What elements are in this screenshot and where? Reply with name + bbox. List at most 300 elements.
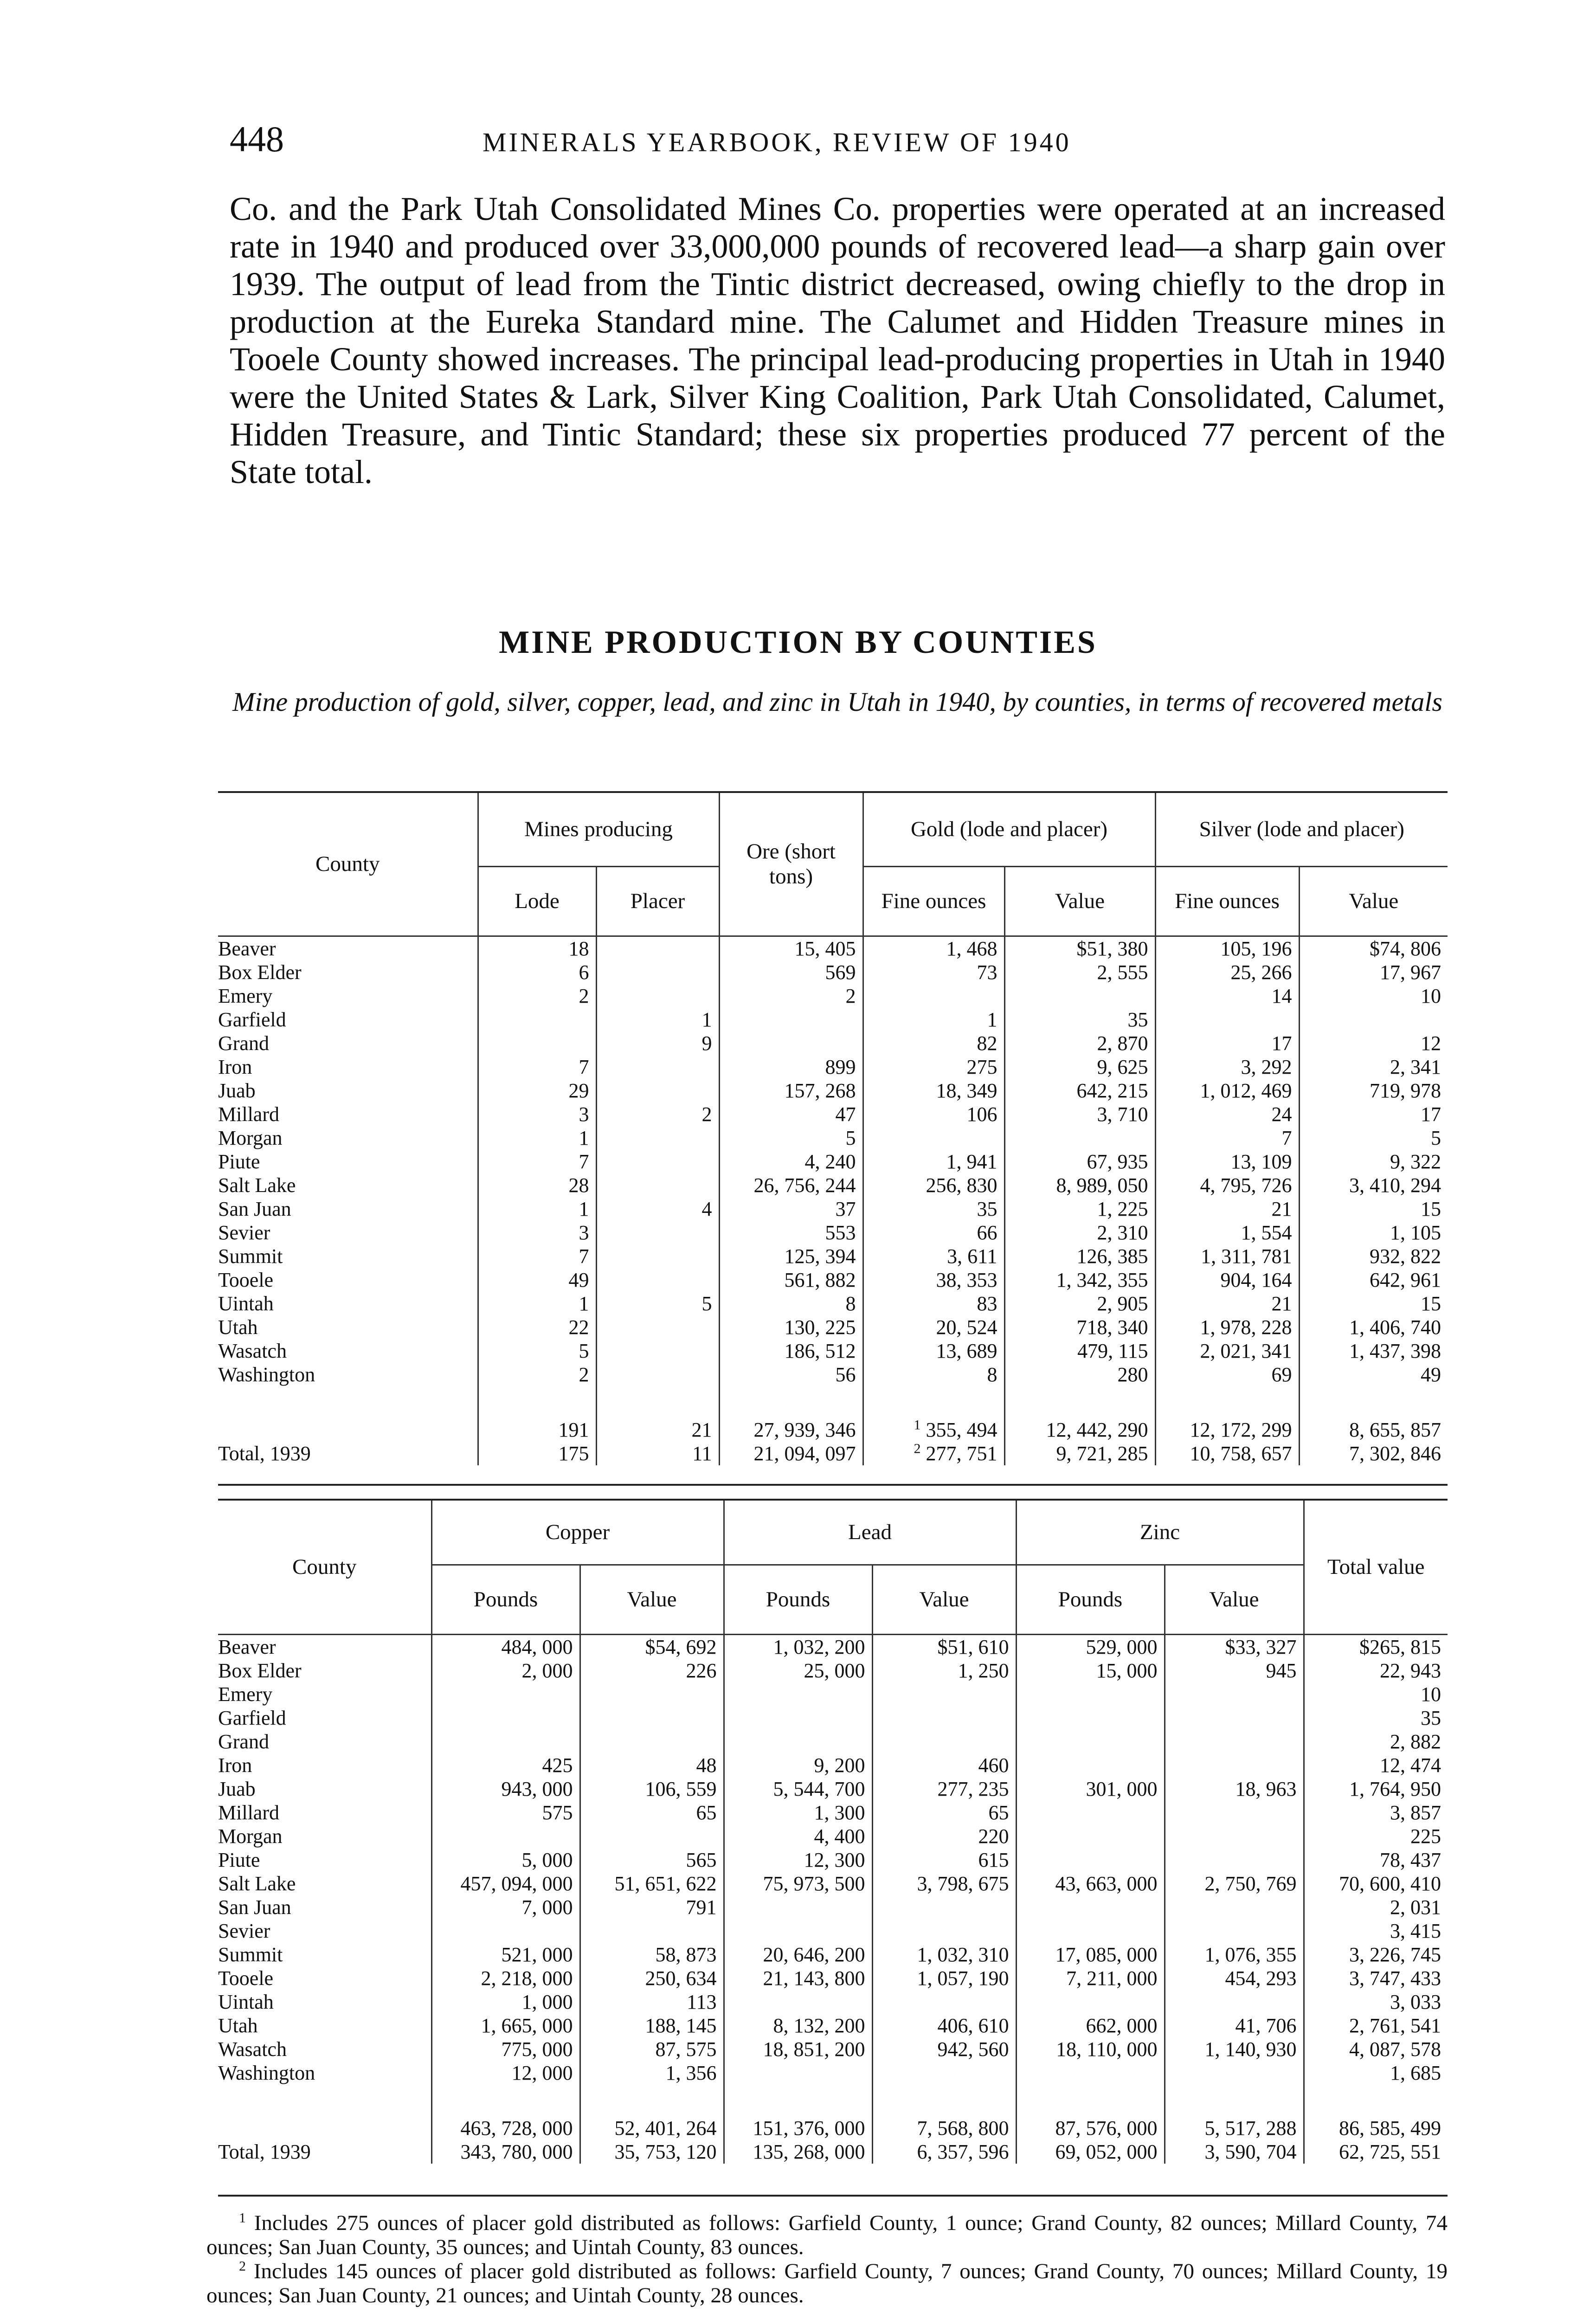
col-header-placer: Placer — [596, 866, 719, 936]
copper-pounds-cell: 2, 000 — [431, 1659, 580, 1682]
zinc-pounds-cell: 301, 000 — [1016, 1777, 1165, 1801]
county-cell: Sevier — [218, 1221, 478, 1244]
zinc-value-cell — [1165, 1824, 1304, 1848]
table-row — [218, 1102, 1448, 1126]
zinc-value-cell — [1165, 1990, 1304, 2014]
silver-ounces-cell: 10, 758, 657 — [1155, 1442, 1299, 1465]
copper-pounds-cell: 484, 000 — [431, 1634, 580, 1659]
gold-ounces-cell: 38, 353 — [863, 1268, 1004, 1292]
copper-value-cell: 87, 575 — [580, 2037, 724, 2061]
silver-ounces-cell: 14 — [1155, 984, 1299, 1008]
zinc-pounds-cell: 662, 000 — [1016, 2014, 1165, 2037]
ore-cell: 899 — [719, 1055, 863, 1079]
lode-cell: 22 — [478, 1315, 596, 1339]
placer-cell — [596, 1221, 719, 1244]
col-header-copper-value: Value — [580, 1565, 724, 1634]
zinc-value-cell — [1165, 1919, 1304, 1943]
zinc-value-cell — [1165, 1801, 1304, 1824]
county-cell: Emery — [218, 984, 478, 1008]
zinc-pounds-cell — [1016, 1824, 1165, 1848]
footnote-2-mark: 2 — [239, 2258, 246, 2274]
footnote-mark: 2 — [914, 1440, 921, 1456]
lead-pounds-cell: 25, 000 — [724, 1659, 872, 1682]
gold-value-cell — [1004, 984, 1155, 1008]
lode-cell: 7 — [478, 1055, 596, 1079]
silver-value-cell: 49 — [1421, 1363, 1442, 1386]
table-row — [218, 1292, 1448, 1315]
county-cell: Utah — [218, 1315, 478, 1339]
placer-cell: 2 — [596, 1102, 719, 1126]
zinc-pounds-cell — [1016, 1753, 1165, 1777]
gold-ounces-cell: 1, 468 — [863, 936, 1004, 960]
col-header-gold-fine-ounces: Fine ounces — [863, 866, 1004, 936]
total-value-cell: 3, 226, 745 — [1349, 1943, 1442, 1966]
lode-cell: 3 — [478, 1221, 596, 1244]
placer-cell — [596, 1055, 719, 1079]
gold-ounces-cell: 73 — [863, 960, 1004, 984]
table-row — [218, 1173, 1448, 1197]
silver-value-cell: 15 — [1421, 1197, 1442, 1220]
lead-pounds-cell: 151, 376, 000 — [724, 2108, 872, 2140]
copper-pounds-cell: 1, 000 — [431, 1990, 580, 2014]
lead-pounds-cell: 9, 200 — [724, 1753, 872, 1777]
lead-value-cell: 220 — [872, 1824, 1016, 1848]
copper-pounds-cell: 12, 000 — [431, 2061, 580, 2085]
lode-cell: 7 — [478, 1150, 596, 1173]
col-header-zinc-pounds: Pounds — [1016, 1565, 1165, 1634]
lode-cell: 49 — [478, 1268, 596, 1292]
lead-value-cell — [872, 2061, 1016, 2085]
copper-value-cell: 35, 753, 120 — [580, 2140, 724, 2164]
gold-ounces-cell — [863, 1410, 1004, 1442]
county-cell: Morgan — [218, 1126, 478, 1150]
lode-cell: 18 — [478, 936, 596, 960]
zinc-value-cell: 3, 590, 704 — [1165, 2140, 1304, 2164]
col-header-silver-value: Value — [1299, 866, 1448, 936]
col-header-lode: Lode — [478, 866, 596, 936]
lead-pounds-cell: 18, 851, 200 — [724, 2037, 872, 2061]
table-row — [218, 1055, 1448, 1079]
ore-cell: 56 — [719, 1363, 863, 1386]
copper-pounds-cell — [431, 1730, 580, 1753]
copper-pounds-cell: 343, 780, 000 — [431, 2140, 580, 2164]
gold-value-cell: 479, 115 — [1004, 1339, 1155, 1363]
table-row — [218, 1943, 1448, 1966]
table-row — [218, 1801, 1448, 1824]
table-row — [218, 1363, 1448, 1386]
county-cell: Garfield — [218, 1008, 478, 1031]
copper-value-cell: 113 — [580, 1990, 724, 2014]
lead-value-cell: 1, 250 — [872, 1659, 1016, 1682]
placer-cell — [596, 1126, 719, 1150]
lode-cell — [478, 1031, 596, 1055]
ore-cell: 26, 756, 244 — [719, 1173, 863, 1197]
silver-ounces-cell: 1, 311, 781 — [1155, 1244, 1299, 1268]
placer-cell — [596, 1079, 719, 1102]
copper-pounds-cell: 7, 000 — [431, 1895, 580, 1919]
ore-cell: 569 — [719, 960, 863, 984]
total-value-cell: 22, 943 — [1380, 1659, 1442, 1682]
county-cell: Juab — [218, 1777, 431, 1801]
county-cell: San Juan — [218, 1895, 431, 1919]
total-value-cell: 3, 747, 433 — [1349, 1966, 1442, 1990]
lead-value-cell — [872, 1919, 1016, 1943]
county-cell: Salt Lake — [218, 1872, 431, 1895]
copper-value-cell — [580, 1706, 724, 1730]
county-cell: Wasatch — [218, 2037, 431, 2061]
copper-lead-zinc-table — [218, 1499, 1448, 2164]
county-cell: Tooele — [218, 1268, 478, 1292]
ore-cell: 21, 094, 097 — [719, 1442, 863, 1465]
total-value-cell: 3, 033 — [1390, 1990, 1442, 2013]
lode-cell: 28 — [478, 1173, 596, 1197]
placer-cell — [596, 1363, 719, 1386]
total-value-cell: 10 — [1421, 1682, 1442, 1706]
ore-cell: 186, 512 — [719, 1339, 863, 1363]
silver-value-cell: 15 — [1421, 1292, 1442, 1315]
ore-cell: 157, 268 — [719, 1079, 863, 1102]
table-row — [218, 2061, 1448, 2085]
table-row — [218, 1848, 1448, 1872]
placer-cell: 9 — [596, 1031, 719, 1055]
zinc-pounds-cell: 43, 663, 000 — [1016, 1872, 1165, 1895]
total-value-cell: 4, 087, 578 — [1349, 2037, 1442, 2061]
total-value-cell: 78, 437 — [1380, 1848, 1442, 1871]
lead-value-cell: 277, 235 — [872, 1777, 1016, 1801]
table-row — [218, 1706, 1448, 1730]
county-cell: Summit — [218, 1244, 478, 1268]
gold-value-cell: 2, 905 — [1004, 1292, 1155, 1315]
table-row — [218, 960, 1448, 984]
silver-value-cell — [1299, 1008, 1448, 1031]
copper-pounds-cell — [431, 1682, 580, 1706]
gold-ounces-cell: 1, 941 — [863, 1150, 1004, 1173]
footnote-2-text: Includes 145 ounces of placer gold distributed as follows: Garfield County, 7 ounces; Grand County, 70 ounces; Millard County, 19 ounces; San Juan County, 21 ounces; and Uintah County, 28 ounces. — [206, 2259, 1448, 2307]
lode-cell: 191 — [478, 1410, 596, 1442]
table-row — [218, 936, 1448, 960]
copper-pounds-cell: 463, 728, 000 — [431, 2108, 580, 2140]
placer-cell: 4 — [596, 1197, 719, 1221]
lead-value-cell: $51, 610 — [872, 1634, 1016, 1659]
copper-pounds-cell: 575 — [431, 1801, 580, 1824]
col-header-zinc: Zinc — [1016, 1500, 1304, 1565]
silver-ounces-cell: 7 — [1155, 1126, 1299, 1150]
total-value-cell: 3, 415 — [1390, 1919, 1442, 1942]
lead-pounds-cell — [724, 1919, 872, 1943]
copper-value-cell: 565 — [580, 1848, 724, 1872]
zinc-pounds-cell — [1016, 1730, 1165, 1753]
gold-ounces-cell: 275 — [863, 1055, 1004, 1079]
zinc-pounds-cell: 17, 085, 000 — [1016, 1943, 1165, 1966]
zinc-value-cell — [1165, 1895, 1304, 1919]
table-caption: Mine production of gold, silver, copper, lead, and zinc in Utah in 1940, by counties, in terms of recovered metals — [232, 687, 1442, 717]
silver-ounces-cell: 69 — [1155, 1363, 1299, 1386]
county-cell — [218, 1410, 478, 1442]
table-row — [218, 1268, 1448, 1292]
gold-value-cell: 9, 721, 285 — [1004, 1442, 1155, 1465]
page-header — [230, 118, 1445, 169]
county-cell: Piute — [218, 1848, 431, 1872]
county-cell: Millard — [218, 1102, 478, 1126]
county-cell: Iron — [218, 1753, 431, 1777]
gold-silver-table — [218, 791, 1448, 1465]
county-cell: Salt Lake — [218, 1173, 478, 1197]
silver-value-cell: 9, 322 — [1390, 1150, 1442, 1173]
lead-pounds-cell: 1, 032, 200 — [724, 1634, 872, 1659]
county-cell: Box Elder — [218, 1659, 431, 1682]
col-header-silver-fine-ounces: Fine ounces — [1155, 866, 1299, 936]
table-row — [218, 2014, 1448, 2037]
table-row — [218, 1339, 1448, 1363]
copper-pounds-cell: 521, 000 — [431, 1943, 580, 1966]
copper-value-cell — [580, 1919, 724, 1943]
gold-value-cell: 1, 225 — [1004, 1197, 1155, 1221]
copper-pounds-cell — [431, 1706, 580, 1730]
placer-cell: 21 — [596, 1410, 719, 1442]
copper-pounds-cell — [431, 1919, 580, 1943]
table-row — [218, 1315, 1448, 1339]
footnote-1-mark: 1 — [239, 2210, 246, 2226]
zinc-value-cell: 41, 706 — [1165, 2014, 1304, 2037]
placer-cell — [596, 1315, 719, 1339]
col-header-gold: Gold (lode and placer) — [863, 792, 1155, 866]
table-row — [218, 1824, 1448, 1848]
total-value-cell: 12, 474 — [1380, 1753, 1442, 1777]
body-paragraph: Co. and the Park Utah Consolidated Mines Co. properties were operated at an increased rate in 1940 and produced over 33,000,000 pounds of recovered lead—a sharp gain over 1939. The output of lead from the Tintic district decreased, owing chiefly to the drop in production at the Eureka Standard mine. The Calumet and Hidden Treasure mines in Tooele County showed increases. The principal lead-producing properties in Utah in 1940 were the United States & Lark, Silver King Coalition, Park Utah Consolidated, Calumet, Hidden Treasure, and Tintic Standard; these six properties produced 77 percent of the State total. — [230, 190, 1445, 490]
total-row — [218, 1410, 1448, 1442]
lead-value-cell: 1, 032, 310 — [872, 1943, 1016, 1966]
silver-value-cell: 2, 341 — [1390, 1055, 1442, 1078]
lead-value-cell: 615 — [872, 1848, 1016, 1872]
county-cell: Utah — [218, 2014, 431, 2037]
copper-pounds-cell: 943, 000 — [431, 1777, 580, 1801]
zinc-pounds-cell: 7, 211, 000 — [1016, 1966, 1165, 1990]
county-cell: Morgan — [218, 1824, 431, 1848]
col-header-county: County — [218, 792, 478, 936]
lead-value-cell — [872, 1706, 1016, 1730]
copper-value-cell: 65 — [580, 1801, 724, 1824]
ore-cell — [719, 1008, 863, 1031]
copper-value-cell: 188, 145 — [580, 2014, 724, 2037]
silver-ounces-cell: 904, 164 — [1155, 1268, 1299, 1292]
gold-ounces-cell: 18, 349 — [863, 1079, 1004, 1102]
silver-value-cell: 932, 822 — [1370, 1244, 1442, 1268]
county-cell: Piute — [218, 1150, 478, 1173]
ore-cell: 27, 939, 346 — [719, 1410, 863, 1442]
placer-cell — [596, 960, 719, 984]
silver-ounces-cell: 12, 172, 299 — [1155, 1410, 1299, 1442]
silver-ounces-cell: 1, 554 — [1155, 1221, 1299, 1244]
lead-value-cell — [872, 1730, 1016, 1753]
col-header-lead: Lead — [724, 1500, 1016, 1565]
table-row — [218, 2037, 1448, 2061]
zinc-pounds-cell — [1016, 1919, 1165, 1943]
gold-value-cell: 2, 555 — [1004, 960, 1155, 984]
silver-value-cell: 642, 961 — [1370, 1268, 1442, 1291]
copper-pounds-cell: 425 — [431, 1753, 580, 1777]
total-value-cell: 1, 685 — [1390, 2061, 1442, 2084]
silver-value-cell: 17 — [1421, 1102, 1442, 1126]
zinc-value-cell — [1165, 1730, 1304, 1753]
zinc-pounds-cell — [1016, 1895, 1165, 1919]
lead-pounds-cell: 21, 143, 800 — [724, 1966, 872, 1990]
copper-value-cell: 791 — [580, 1895, 724, 1919]
ore-cell: 125, 394 — [719, 1244, 863, 1268]
lead-pounds-cell: 20, 646, 200 — [724, 1943, 872, 1966]
lead-value-cell: 1, 057, 190 — [872, 1966, 1016, 1990]
placer-cell — [596, 1244, 719, 1268]
silver-value-cell: 1, 406, 740 — [1349, 1315, 1442, 1339]
placer-cell: 11 — [596, 1442, 719, 1465]
gold-ounces-cell: 20, 524 — [863, 1315, 1004, 1339]
ore-cell: 553 — [719, 1221, 863, 1244]
zinc-pounds-cell: 529, 000 — [1016, 1634, 1165, 1659]
copper-pounds-cell: 5, 000 — [431, 1848, 580, 1872]
silver-ounces-cell — [1155, 1008, 1299, 1031]
gold-value-cell: 280 — [1004, 1363, 1155, 1386]
silver-ounces-cell: 3, 292 — [1155, 1055, 1299, 1079]
lead-pounds-cell — [724, 1895, 872, 1919]
ore-cell: 4, 240 — [719, 1150, 863, 1173]
footnote-1-text: Includes 275 ounces of placer gold distributed as follows: Garfield County, 1 ounce; Grand County, 82 ounces; Millard County, 74 ounces; San Juan County, 35 ounces; and Uintah County, 83 ounces. — [206, 2211, 1448, 2259]
county-cell: Wasatch — [218, 1339, 478, 1363]
zinc-pounds-cell: 15, 000 — [1016, 1659, 1165, 1682]
footnote-1 — [206, 2211, 1448, 2259]
lode-cell: 29 — [478, 1079, 596, 1102]
copper-value-cell: 51, 651, 622 — [580, 1872, 724, 1895]
col-header-total-value: Total value — [1304, 1500, 1448, 1634]
silver-ounces-cell: 25, 266 — [1155, 960, 1299, 984]
copper-value-cell: 1, 356 — [580, 2061, 724, 2085]
total-value-cell: $265, 815 — [1359, 1635, 1442, 1658]
copper-value-cell: 106, 559 — [580, 1777, 724, 1801]
col-header-gold-value: Value — [1004, 866, 1155, 936]
placer-cell: 5 — [596, 1292, 719, 1315]
placer-cell: 1 — [596, 1008, 719, 1031]
total-value-cell: 86, 585, 499 — [1339, 2116, 1442, 2140]
lode-cell: 1 — [478, 1292, 596, 1315]
table-row — [218, 1777, 1448, 1801]
col-header-county: County — [218, 1500, 431, 1634]
lead-value-cell: 65 — [872, 1801, 1016, 1824]
county-cell: San Juan — [218, 1197, 478, 1221]
lode-cell: 7 — [478, 1244, 596, 1268]
gold-value-cell: 642, 215 — [1004, 1079, 1155, 1102]
copper-pounds-cell — [431, 1824, 580, 1848]
gold-ounces-cell — [863, 1126, 1004, 1150]
lode-cell — [478, 1008, 596, 1031]
gold-value-cell: 8, 989, 050 — [1004, 1173, 1155, 1197]
lead-value-cell: 3, 798, 675 — [872, 1872, 1016, 1895]
ore-cell — [719, 1031, 863, 1055]
county-cell: Tooele — [218, 1966, 431, 1990]
county-cell: Garfield — [218, 1706, 431, 1730]
total-value-cell: 35 — [1421, 1706, 1442, 1729]
county-cell: Summit — [218, 1943, 431, 1966]
gold-value-cell: 1, 342, 355 — [1004, 1268, 1155, 1292]
total-value-cell: 70, 600, 410 — [1339, 1872, 1442, 1895]
lode-cell: 1 — [478, 1126, 596, 1150]
total-value-cell: 2, 882 — [1390, 1730, 1442, 1753]
zinc-value-cell — [1165, 1706, 1304, 1730]
silver-value-cell: $74, 806 — [1370, 937, 1442, 960]
col-header-copper: Copper — [431, 1500, 724, 1565]
total-value-cell: 2, 031 — [1390, 1895, 1442, 1919]
silver-value-cell: 1, 105 — [1390, 1221, 1442, 1244]
gold-value-cell: 2, 310 — [1004, 1221, 1155, 1244]
total-1939-row — [218, 1442, 1448, 1465]
lode-cell: 3 — [478, 1102, 596, 1126]
county-cell: Emery — [218, 1682, 431, 1706]
copper-pounds-cell: 775, 000 — [431, 2037, 580, 2061]
gold-value-cell: 9, 625 — [1004, 1055, 1155, 1079]
copper-pounds-cell: 1, 665, 000 — [431, 2014, 580, 2037]
county-cell: Total, 1939 — [218, 1442, 478, 1465]
lead-value-cell: 406, 610 — [872, 2014, 1016, 2037]
gold-ounces-cell — [863, 984, 1004, 1008]
col-header-copper-pounds: Pounds — [431, 1565, 580, 1634]
placer-cell — [596, 936, 719, 960]
gold-value-cell: 2, 870 — [1004, 1031, 1155, 1055]
zinc-value-cell — [1165, 1753, 1304, 1777]
table-row — [218, 1919, 1448, 1943]
gold-value-cell: $51, 380 — [1004, 936, 1155, 960]
copper-pounds-cell: 457, 094, 000 — [431, 1872, 580, 1895]
table-row — [218, 1730, 1448, 1753]
lode-cell: 175 — [478, 1442, 596, 1465]
silver-ounces-cell: 4, 795, 726 — [1155, 1173, 1299, 1197]
lode-cell: 2 — [478, 984, 596, 1008]
table-row — [218, 1126, 1448, 1150]
footnote-2 — [206, 2259, 1448, 2307]
total-1939-row — [218, 2140, 1448, 2164]
ore-cell: 37 — [719, 1197, 863, 1221]
lead-pounds-cell: 12, 300 — [724, 1848, 872, 1872]
table-row — [218, 1031, 1448, 1055]
gold-value-cell: 67, 935 — [1004, 1150, 1155, 1173]
ore-cell: 47 — [719, 1102, 863, 1126]
col-header-ore: Ore (short tons) — [719, 792, 863, 936]
zinc-pounds-cell: 18, 110, 000 — [1016, 2037, 1165, 2061]
running-title: MINERALS YEARBOOK, REVIEW OF 1940 — [483, 127, 1071, 157]
total-value-cell: 225 — [1410, 1824, 1442, 1848]
ore-cell: 15, 405 — [719, 936, 863, 960]
county-cell: Uintah — [218, 1292, 478, 1315]
lead-value-cell — [872, 1682, 1016, 1706]
table-row — [218, 1008, 1448, 1031]
lead-pounds-cell: 1, 300 — [724, 1801, 872, 1824]
total-value-cell: 2, 761, 541 — [1349, 2014, 1442, 2037]
gold-ounces-cell: 82 — [863, 1031, 1004, 1055]
gold-value-cell: 126, 385 — [1004, 1244, 1155, 1268]
silver-ounces-cell: 1, 978, 228 — [1155, 1315, 1299, 1339]
copper-value-cell — [580, 1824, 724, 1848]
county-cell: Beaver — [218, 1634, 431, 1659]
county-cell: Iron — [218, 1055, 478, 1079]
col-header-silver: Silver (lode and placer) — [1155, 792, 1448, 866]
gold-ounces-cell — [863, 1442, 1004, 1465]
total-value: 355, 494 — [926, 1418, 998, 1441]
table-row — [218, 1079, 1448, 1102]
lode-cell: 6 — [478, 960, 596, 984]
gold-ounces-cell: 256, 830 — [863, 1173, 1004, 1197]
ore-cell: 130, 225 — [719, 1315, 863, 1339]
county-cell: Washington — [218, 1363, 478, 1386]
lead-value-cell: 6, 357, 596 — [872, 2140, 1016, 2164]
county-cell: Grand — [218, 1031, 478, 1055]
zinc-pounds-cell — [1016, 1848, 1165, 1872]
copper-value-cell: $54, 692 — [580, 1634, 724, 1659]
